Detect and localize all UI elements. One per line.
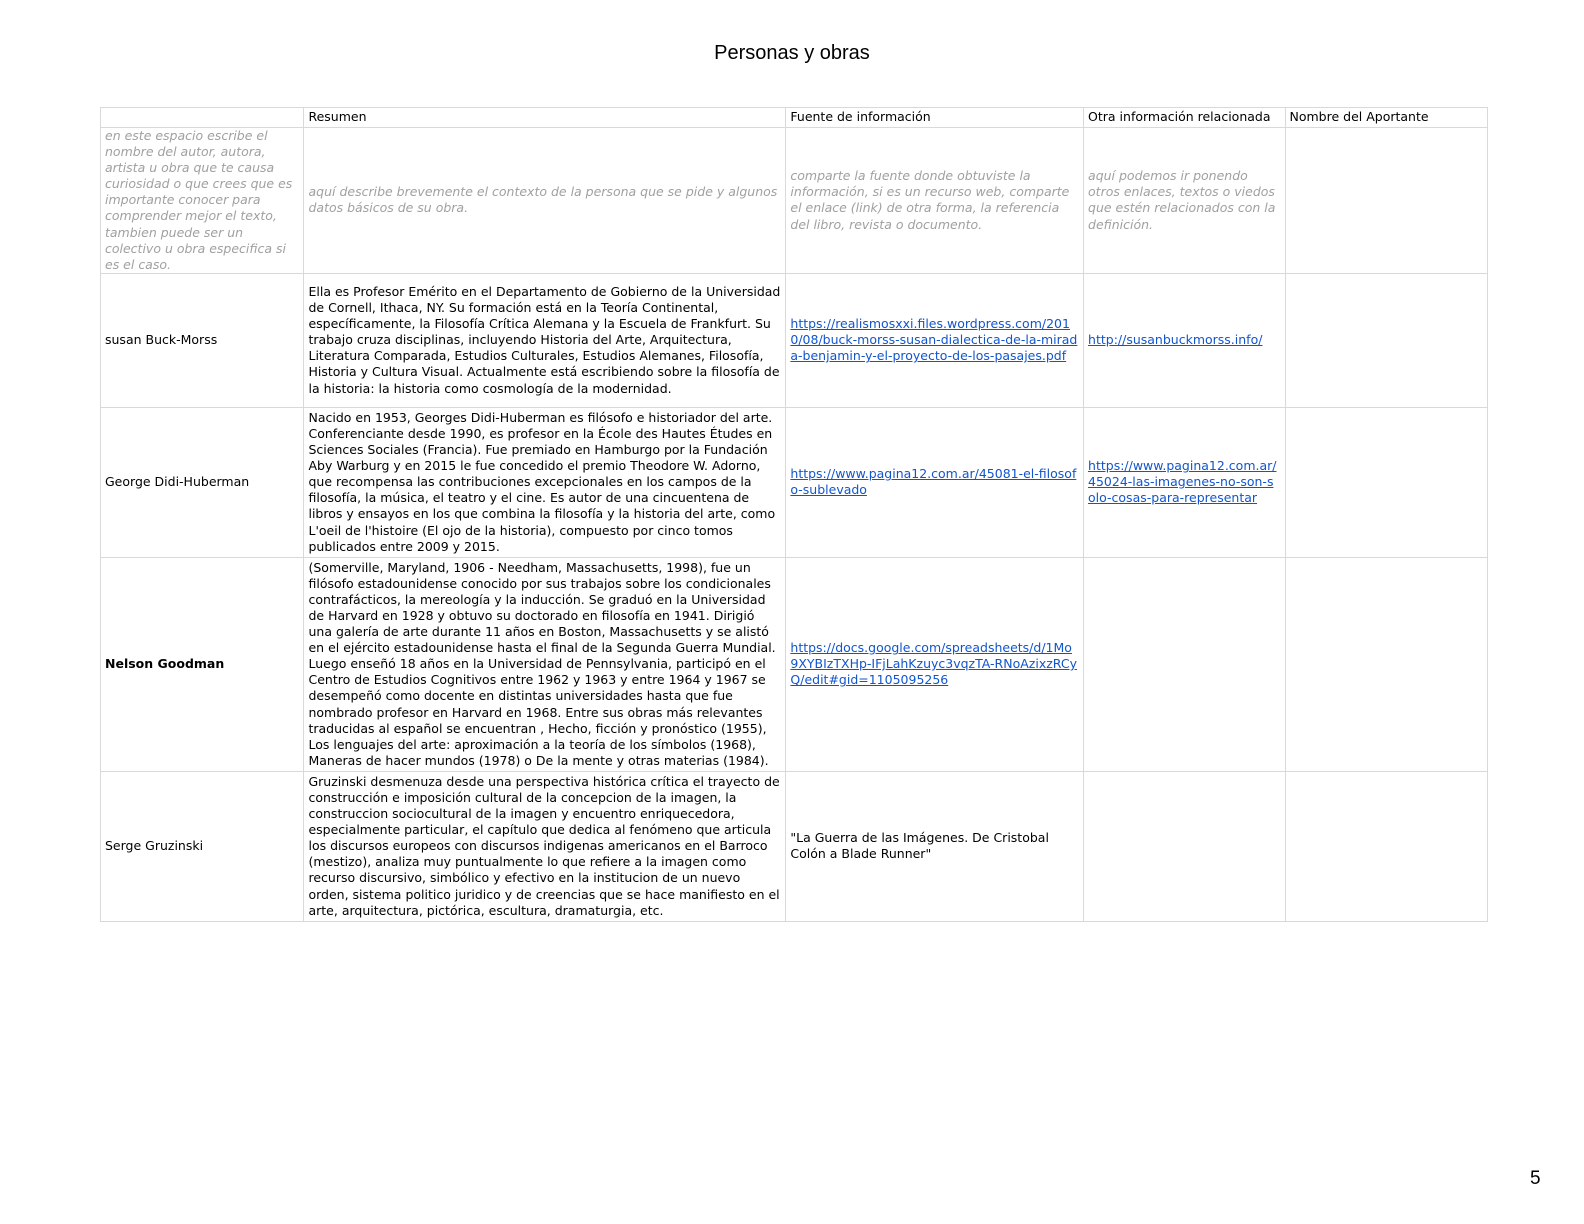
header-row (101, 108, 1488, 128)
hint-row (101, 128, 1488, 274)
table-row (101, 273, 1488, 407)
row-related[interactable] (1084, 557, 1285, 771)
row-related[interactable] (1084, 407, 1285, 557)
header-name (101, 108, 304, 128)
header-summary: Resumen (304, 108, 786, 128)
header-source: Fuente de información (786, 108, 1084, 128)
header-related: Otra información relacionada (1084, 108, 1285, 128)
hint-summary[interactable]: aquí describe brevemente el contexto de la persona que se pide y algunos datos básicos de su obra. (304, 128, 786, 274)
row-name[interactable]: George Didi-Huberman (101, 407, 304, 557)
row-contributor[interactable] (1285, 407, 1488, 557)
page-number: 5 (1530, 1168, 1541, 1189)
row-summary[interactable]: Nacido en 1953, Georges Didi-Huberman es filósofo e historiador del arte. Conferenciante desde 1990, es profesor en la École des Hautes Études en Sciences Sociales (Francia). Fue premiado en Hamburgo por la Fundación Aby Warburg y en 2015 le fue concedido el premio Theodore W. Adorno, que recompensa las contribuciones excepcionales en los campos de la filosofía, la música, el teatro y el cine. Es autor de una cincuentena de libros y ensayos en los que combina la filosofía y la historia del arte, como L'oeil de l'histoire (El ojo de la historia), compuesto por cinco tomos publicados entre 2009 y 2015. (304, 407, 786, 557)
hint-source[interactable]: comparte la fuente donde obtuviste la información, si es un recurso web, comparte el enlace (link) de otra forma, la referencia del libro, revista o documento. (786, 128, 1084, 274)
row-contributor[interactable] (1285, 771, 1488, 921)
row-source[interactable] (786, 273, 1084, 407)
row-contributor[interactable] (1285, 557, 1488, 771)
source-link[interactable]: https://realismosxxi.files.wordpress.com/2010/08/buck-morss-susan-dialectica-de-la-mirada-benjamin-y-el-proyecto-de-los-pasajes.pdf (790, 316, 1078, 364)
row-source[interactable] (786, 557, 1084, 771)
row-summary[interactable]: Gruzinski desmenuza desde una perspectiva histórica crítica el trayecto de construcción e imposición cultural de la concepcion de la imagen, la construccion sociocultural de la imagen y encuentro enriquecedora, especialmente particular, el capítulo que dedica al fenómeno que articula los discursos europeos con discursos indigenas americanos en el Barroco (mestizo), analiza muy puntualmente lo que refiere a la imagen como recurso discursivo, simbólico y efectivo en la institucion de un nuevo orden, sistema politico juridico y de creencias que se hace manifiesto en el arte, arquitectura, pictórica, escultura, dramaturgia, etc. (304, 771, 786, 921)
row-source[interactable]: "La Guerra de las Imágenes. De Cristobal Colón a Blade Runner" (786, 771, 1084, 921)
row-source[interactable] (786, 407, 1084, 557)
row-related[interactable] (1084, 273, 1285, 407)
row-summary[interactable]: Ella es Profesor Emérito en el Departamento de Gobierno de la Universidad de Cornell, Ithaca, NY. Su formación está en la Teoría Continental, específicamente, la Filosofía Crítica Alemana y la Escuela de Frankfurt. Su trabajo cruza disciplinas, incluyendo Historia del Arte, Arquitectura, Literatura Comparada, Estudios Culturales, Estudios Alemanes, Filosofía, Historia y Cultura Visual. Actualmente está escribiendo sobre la filosofía de la historia: la historia como cosmología de la modernidad. (304, 273, 786, 407)
source-link[interactable]: https://docs.google.com/spreadsheets/d/1Mo9XYBIzTXHp-IFjLahKzuyc3vqzTA-RNoAzixzRCyQ/edit#gid=1105095256 (790, 640, 1077, 688)
row-related[interactable] (1084, 771, 1285, 921)
related-link[interactable]: https://www.pagina12.com.ar/45024-las-imagenes-no-son-solo-cosas-para-representar (1088, 458, 1277, 506)
row-name[interactable]: Serge Gruzinski (101, 771, 304, 921)
related-link[interactable]: http://susanbuckmorss.info/ (1088, 332, 1263, 348)
header-contributor: Nombre del Aportante (1285, 108, 1488, 128)
row-name[interactable]: susan Buck-Morss (101, 273, 304, 407)
table-row (101, 771, 1488, 921)
row-name[interactable]: Nelson Goodman (101, 557, 304, 771)
row-summary[interactable]: (Somerville, Maryland, 1906 - Needham, Massachusetts, 1998), fue un filósofo estadounidense conocido por sus trabajos sobre los condicionales contrafácticos, la mereología y la inducción. Se graduó en la Universidad de Harvard en 1928 y obtuvo su doctorado en filosofía en 1941. Dirigió una galería de arte durante 11 años en Boston, Massachusetts y se alistó en el ejército estadounidense hasta el final de la Segunda Guerra Mundial. Luego enseñó 18 años en la Universidad de Pennsylvania, participó en el Centro de Estudios Cognitivos entre 1962 y 1963 y entre 1964 y 1967 se desempeñó como docente en distintas universidades hasta que fue nombrado profesor en Harvard en 1968. Entre sus obras más relevantes traducidas al español se encuentran , Hecho, ficción y pronóstico (1955), Los lenguajes del arte: aproximación a la teoría de los símbolos (1968), Maneras de hacer mundos (1978) o De la mente y otras materias (1984). (304, 557, 786, 771)
hint-related[interactable]: aquí podemos ir ponendo otros enlaces, textos o viedos que estén relacionados con la definición. (1084, 128, 1285, 274)
people-works-table (100, 107, 1488, 922)
page-title: Personas y obras (714, 42, 870, 64)
source-link[interactable]: https://www.pagina12.com.ar/45081-el-filosofo-sublevado (790, 466, 1077, 498)
hint-name[interactable]: en este espacio escribe el nombre del autor, autora, artista u obra que te causa curiosidad o que crees que es importante conocer para comprender mejor el texto, tambien puede ser un colectivo u obra especifica si es el caso. (101, 128, 304, 274)
table-row (101, 557, 1488, 771)
hint-contributor[interactable] (1285, 128, 1488, 274)
table-row (101, 407, 1488, 557)
row-contributor[interactable] (1285, 273, 1488, 407)
